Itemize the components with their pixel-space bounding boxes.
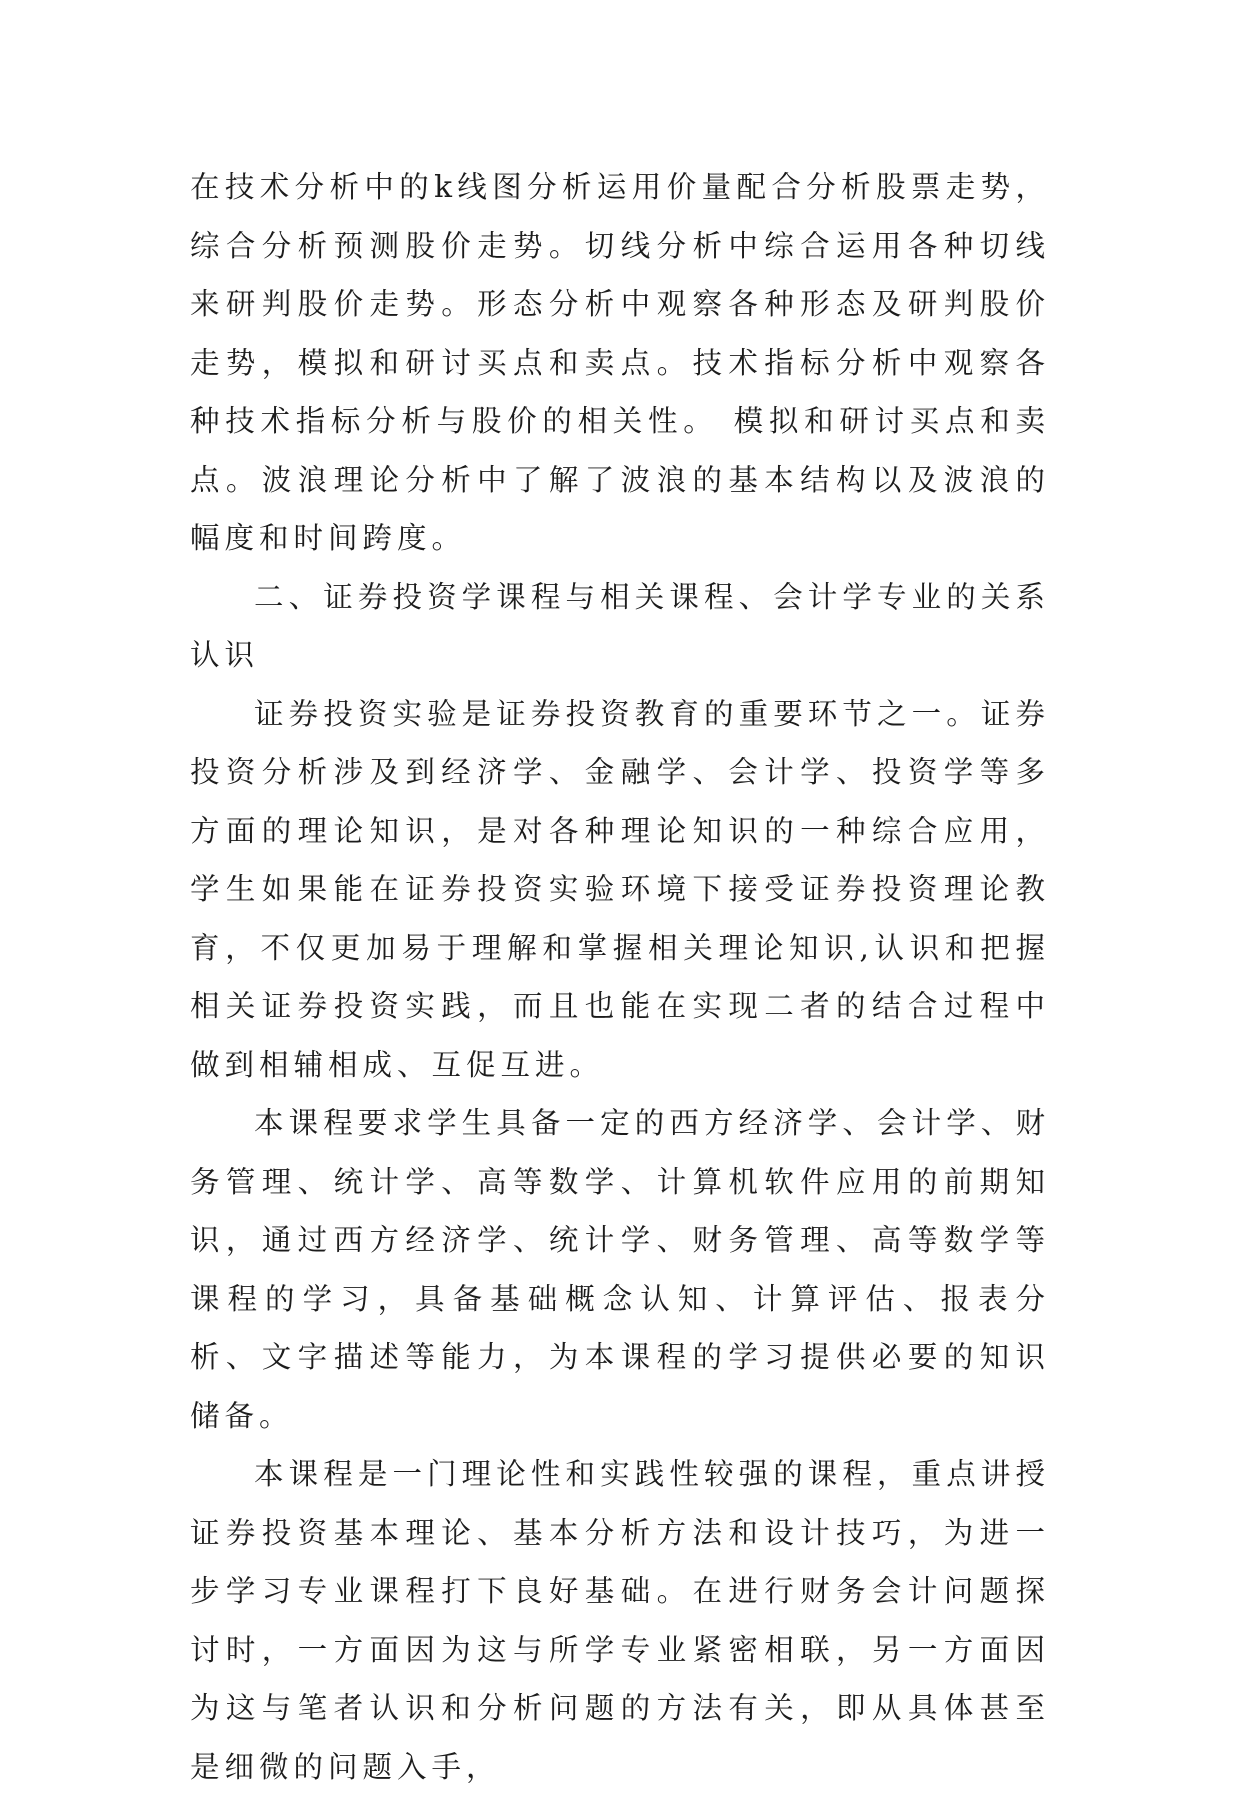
- paragraph-course-nature: 本课程是一门理论性和实践性较强的课程，重点讲授证券投资基本理论、基本分析方法和设计技巧，为进一步学习专业课程打下良好基础。在进行财务会计问题探讨时，一方面因为这与所学专业紧密相联，另一方面因为这与笔者认识和分析问题的方法有关，即从具体甚至是细微的问题入手，: [190, 1457, 1050, 1784]
- paragraph-securities-experiment: 证券投资实验是证券投资教育的重要环节之一。证券投资分析涉及到经济学、金融学、会计学、投资学等多方面的理论知识，是对各种理论知识的一种综合应用，学生如果能在证券投资实验环境下接受证券投资理论教育，不仅更加易于理解和掌握相关理论知识,认识和把握相关证券投资实践，而且也能在实现二者的结合过程中做到相辅相成、互促互进。: [190, 696, 1050, 1082]
- paragraph-prerequisites: 本课程要求学生具备一定的西方经济学、会计学、财务管理、统计学、高等数学、计算机软件应用的前期知识，通过西方经济学、统计学、财务管理、高等数学等课程的学习，具备基础概念认知、计算评估、报表分析、文字描述等能力，为本课程的学习提供必要的知识储备。: [190, 1106, 1050, 1433]
- paragraph-technical-analysis: 在技术分析中的k线图分析运用价量配合分析股票走势，综合分析预测股价走势。切线分析中综合运用各种切线来研判股价走势。形态分析中观察各种形态及研判股价走势，模拟和研讨买点和卖点。技术指标分析中观察各种技术指标分析与股价的相关性。 模拟和研讨买点和卖点。波浪理论分析中了解了波浪的基本结构以及波浪的幅度和时间跨度。: [190, 170, 1050, 555]
- section-heading-course-relations: 二、证券投资学课程与相关课程、会计学专业的关系认识: [190, 579, 1050, 672]
- document-body: [190, 158, 1050, 1796]
